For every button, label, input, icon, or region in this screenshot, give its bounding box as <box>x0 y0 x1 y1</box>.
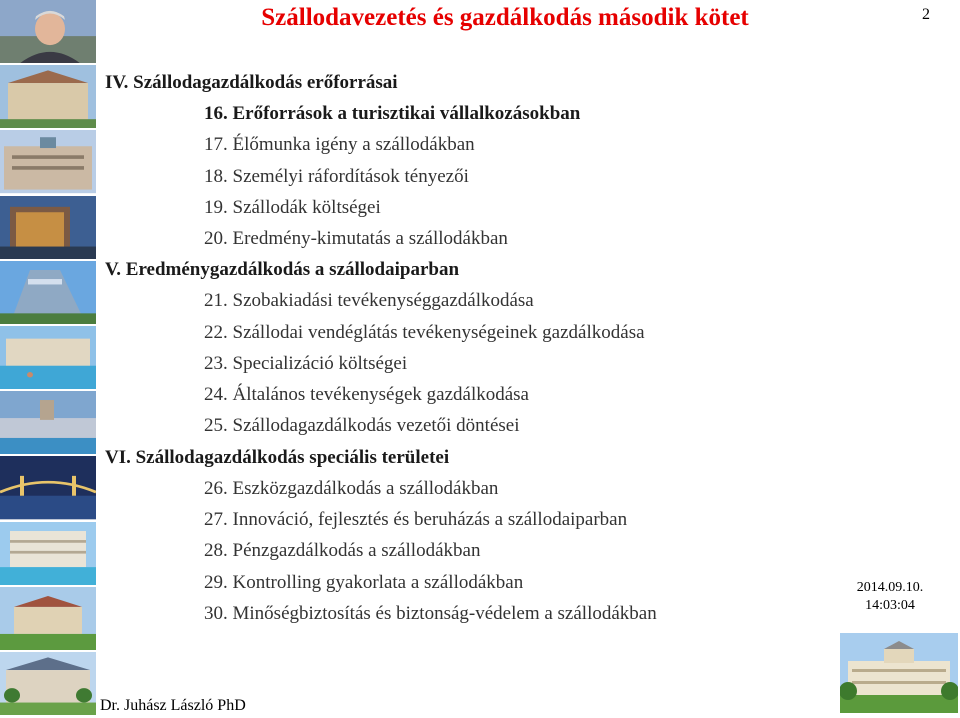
toc-section-vi: VI. Szállodagazdálkodás speciális területei <box>105 447 450 468</box>
page-number: 2 <box>922 6 930 23</box>
toc-item-29: 29. Kontrolling gyakorlata a szállodákban <box>204 572 524 593</box>
photo-strip <box>0 0 96 715</box>
date-time-stamp <box>840 579 940 615</box>
toc-item-28: 28. Pénzgazdálkodás a szállodákban <box>204 540 481 561</box>
toc-item-19: 19. Szállodák költségei <box>204 197 381 218</box>
hotel-photo-1 <box>0 65 96 128</box>
toc-item-25: 25. Szállodagazdálkodás vezetői döntései <box>204 415 520 436</box>
manor-photo-1 <box>0 587 96 650</box>
date-text: 2014.09.10. <box>856 580 924 595</box>
toc-item-18: 18. Személyi ráfordítások tényezői <box>204 166 469 187</box>
author-name: Dr. Juhász László PhD <box>100 697 246 714</box>
manor-photo-2 <box>0 652 96 715</box>
toc-section-v: V. Eredménygazdálkodás a szállodaiparban <box>105 259 460 280</box>
hotel-photo-6 <box>0 391 96 454</box>
resort-photo <box>0 522 96 585</box>
toc-item-30: 30. Minőségbiztosítás és biztonság-védelem a szállodákban <box>204 603 657 624</box>
hotel-photo-4 <box>0 261 96 324</box>
page-title: Szállodavezetés és gazdálkodás második kötet <box>261 4 749 31</box>
toc-item-24: 24. Általános tevékenységek gazdálkodása <box>204 384 529 405</box>
toc-item-27: 27. Innováció, fejlesztés és beruházás a szállodaiparban <box>204 509 628 530</box>
toc-item-26: 26. Eszközgazdálkodás a szállodákban <box>204 478 499 499</box>
toc-item-22: 22. Szállodai vendéglátás tevékenységeinek gazdálkodása <box>204 322 645 343</box>
time-text: 14:03:04 <box>865 598 915 613</box>
toc-item-17: 17. Élőmunka igény a szállodákban <box>204 134 475 155</box>
toc-section-iv: IV. Szállodagazdálkodás erőforrásai <box>105 72 398 93</box>
city-bridge-photo <box>0 456 96 519</box>
toc-item-21: 21. Szobakiadási tevékenységgazdálkodása <box>204 290 534 311</box>
palace-photo <box>840 633 958 713</box>
author-portrait-photo <box>0 0 96 63</box>
hotel-photo-5 <box>0 326 96 389</box>
hotel-photo-3 <box>0 196 96 259</box>
toc-item-20: 20. Eredmény-kimutatás a szállodákban <box>204 228 508 249</box>
toc-item-16: 16. Erőforrások a turisztikai vállalkozásokban <box>204 103 581 124</box>
toc-item-23: 23. Specializáció költségei <box>204 353 408 374</box>
hotel-photo-2 <box>0 130 96 193</box>
